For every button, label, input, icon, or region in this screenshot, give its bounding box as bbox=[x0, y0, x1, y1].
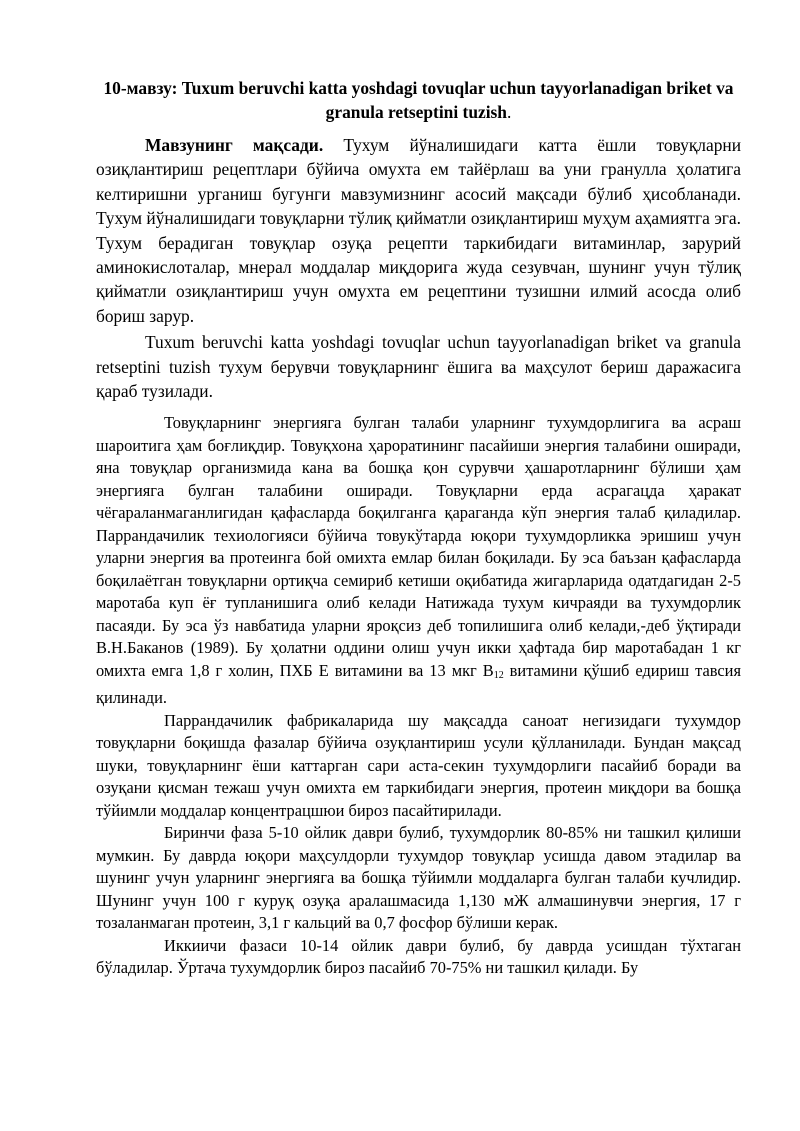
document-title-period: . bbox=[506, 102, 512, 122]
energy-paragraph bbox=[96, 412, 741, 710]
document-title-text: 10-мавзу: Tuxum beruvchi katta yoshdagi tovuqlar uchun tayyorlanadigan briket va granula retseptini tuzish bbox=[103, 78, 734, 122]
purpose-label: Мавзунинг мақсади. bbox=[145, 135, 324, 155]
factory-paragraph: Паррандачилик фабрикаларида шу мақсадда саноат негизидаги тухумдор товуқларни боқишда фазалар бўйича озуқлантириш усули қўлланилади. Бундан мақсад шуки, товуқларнинг ёши каттарган сари аста-секин тухумдорлиги пасайиб боради ва озуқани қисман тежаш учун омихта ем таркибидаги энергия, протеин миқдори ва бошқа тўйимли моддалар концентрацшюи бироз пасайтирилади. bbox=[96, 710, 741, 820]
energy-paragraph-end: витамини қўшиб едириш тавсия қилинади. bbox=[96, 660, 741, 707]
purpose-paragraph bbox=[96, 133, 741, 328]
main-body-text bbox=[96, 412, 741, 980]
b12-subscript: 12 bbox=[493, 669, 504, 681]
purpose-text: Тухум йўналишидаги катта ёшли товуқларни озиқлантириш рецептлари бўйича омухта ем тайёрлаш ва уни гранулла ҳолатига келтиришни урганиш бугунги мавзумизнинг асосий мақсади бўлиб ҳисобланади. Тухум йўналишидаги товуқларни тўлиқ қийматли озиқлантириш муҳум аҳамиятга эга. Тухум берадиган товуқлар озуқа рецепти таркибидаги витаминлар, зарурий аминокислоталар, мнерал моддалар миқдорига жуда сезувчан, шунинг учун тўлиқ қийматли озиқлантириш учун омухта ем рецептини тузишни илмий асосда олиб бориш зарур. bbox=[96, 135, 741, 326]
energy-paragraph-text: Товуқларнинг энергияга булган талаби уларнинг тухумдорлигига ва асраш шароитига ҳам боғлиқдир. Товуқхона ҳароратининг пасайиши энергия талабини оширади, яна товуқлар организмида кана ва бошқа қон сурувчи ҳашаротларнинг бўлиши ҳам энергияга булган талабини оширади. Товуқларни ерда асрагацда ҳаракат чёгараланмаганлигидан қафасларда боқилганга қараганда кўп энергия талаб қиладилар. Паррандачилик техиологияси бўйича товукўтарда юқори тухумдорликка эришиш учун уларни энергия ва протеинга бой омихта емлар билан боқилади. Бу эса баъзан қафасларда боқилаётган товуқларни ортиқча семириб кетиши оқибатида жигарларида одатдагидан 2-5 маротаба куп ёғ тупланишига олиб келади Натижада тухум кичраяди ва тухумдорлик пасаяди. Бу эса ўз навбатида уларни яроқсиз деб топилишига олиб келади,-деб ўқтиради В.Н.Баканов (1989). Бу ҳолатни оддини олиш учун икки ҳафтада бир маротабадан 1 кг омихта емга 1,8 г холин, ПХБ Е витамини ва 13 мкг В bbox=[96, 413, 741, 680]
phase1-paragraph: Биринчи фаза 5-10 ойлик даври булиб, тухумдорлик 80-85% ни ташкил қилиши мумкин. Бу даврда юқори маҳсулдорли тухумдор товуқлар усишда давом этадилар ва шунинг учун уларнинг энергияга ва бошқа тўйимли моддаларга булган талаби кучлидир. Шунинг учун 100 г куруқ озуқа аралашмасида 1,130 мЖ алмашинувчи энергия, 17 г тозаланмаган протеин, 3,1 г кальций ва 0,7 фосфор бўлиши керак. bbox=[96, 823, 741, 932]
document-title bbox=[96, 76, 741, 124]
intro-paragraph: Tuxum beruvchi katta yoshdagi tovuqlar uchun tayyorlanadigan briket va granula retseptini tuzish тухум берувчи товуқларнинг ёшига ва маҳсулот бериш даражасига қараб тузилади. bbox=[96, 332, 741, 401]
phase2-paragraph: Иккиичи фазаси 10-14 ойлик даври булиб, бу даврда усишдан тўхтаган бўладилар. Ўртача тухумдорлик бироз пасайиб 70-75% ни ташкил қилади. Бу bbox=[96, 935, 741, 977]
